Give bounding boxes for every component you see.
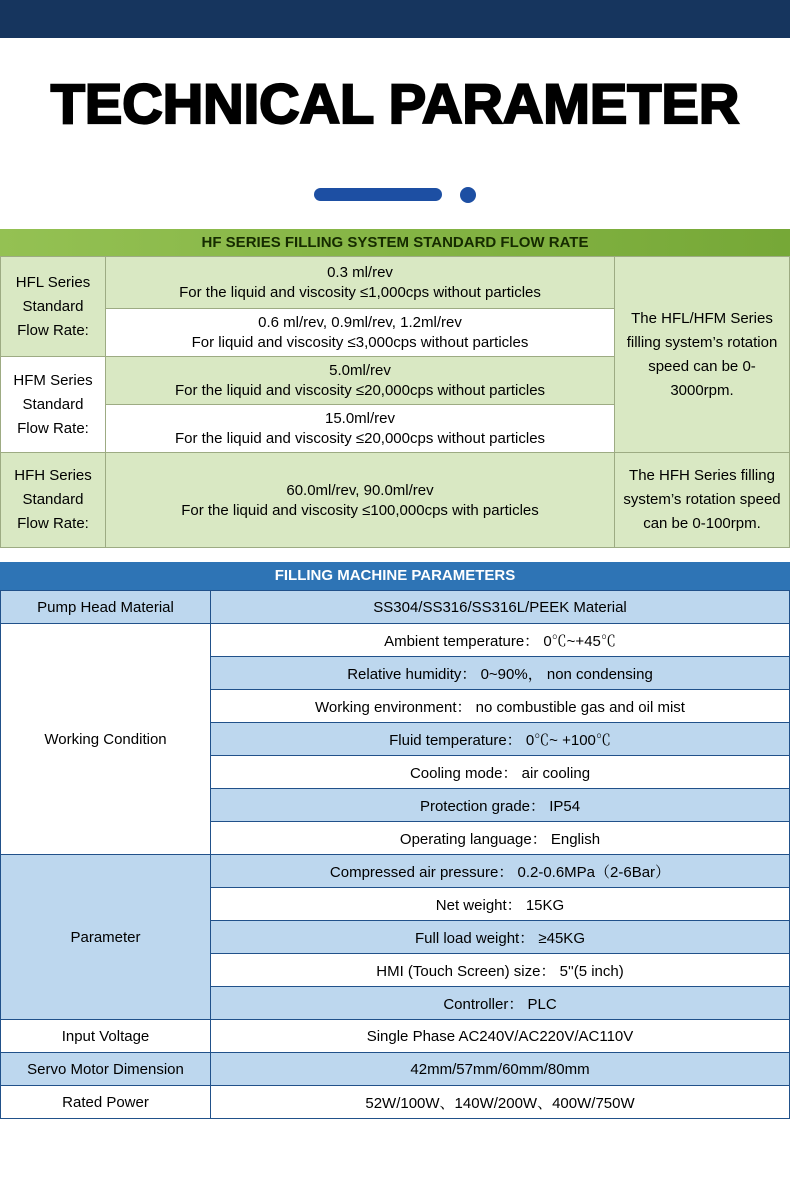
flow-rate-value: 0.3 ml/rev (327, 264, 393, 282)
param-value-full-load-weight: Full load weight： ≥45KG (211, 921, 790, 954)
flow-rate-value: 0.6 ml/rev, 0.9ml/rev, 1.2ml/rev (258, 314, 462, 332)
param-value-pump-head: SS304/SS316/SS316L/PEEK Material (211, 591, 790, 624)
flow-rate-table (0, 256, 790, 548)
param-value-input-voltage: Single Phase AC240V/AC220V/AC110V (211, 1020, 790, 1053)
flow-rate-cell (106, 453, 615, 548)
param-value-rated-power: 52W/100W、140W/200W、400W/750W (211, 1086, 790, 1119)
param-label-input-voltage: Input Voltage (1, 1020, 211, 1053)
top-banner (0, 0, 790, 38)
param-value-compressed-air: Compressed air pressure： 0.2-0.6MPa（2-6Bar） (211, 855, 790, 888)
param-label-pump-head: Pump Head Material (1, 591, 211, 624)
flow-group-label-hfl: HFL Series Standard Flow Rate: (1, 257, 106, 357)
param-value-fluid-temperature: Fluid temperature： 0℃~ +100℃ (211, 723, 790, 756)
decoration-dot (460, 187, 476, 203)
page-title: TECHNICAL PARAMETER (50, 72, 740, 135)
flow-group-label-hfh: HFH Series Standard Flow Rate: (1, 453, 106, 548)
param-value-servo-motor: 42mm/57mm/60mm/80mm (211, 1053, 790, 1086)
table-row (1, 624, 790, 657)
table-row (1, 1020, 790, 1053)
flow-rate-desc: For the liquid and viscosity ≤1,000cps without particles (179, 284, 541, 302)
param-value-working-environment: Working environment： no combustible gas and oil mist (211, 690, 790, 723)
param-value-cooling-mode: Cooling mode： air cooling (211, 756, 790, 789)
flow-rate-value: 5.0ml/rev (329, 362, 391, 380)
param-label-parameter: Parameter (1, 855, 211, 1020)
flow-rate-cell (106, 309, 615, 357)
flow-rate-desc: For liquid and viscosity ≤3,000cps without particles (191, 334, 529, 352)
flow-rate-desc: For the liquid and viscosity ≤20,000cps without particles (174, 382, 546, 400)
param-value-protection-grade: Protection grade： IP54 (211, 789, 790, 822)
flow-rate-value: 60.0ml/rev, 90.0ml/rev (286, 481, 434, 499)
param-value-hmi-size: HMI (Touch Screen) size： 5''(5 inch) (211, 954, 790, 987)
flow-group-label-hfm: HFM Series Standard Flow Rate: (1, 357, 106, 453)
table-row (1, 1086, 790, 1119)
param-label-rated-power: Rated Power (1, 1086, 211, 1119)
flow-rate-value: 15.0ml/rev (324, 410, 396, 428)
param-value-net-weight: Net weight： 15KG (211, 888, 790, 921)
flow-rate-cell (106, 405, 615, 453)
param-label-servo-motor: Servo Motor Dimension (1, 1053, 211, 1086)
flow-rate-desc: For the liquid and viscosity ≤100,000cps with particles (181, 501, 539, 519)
machine-parameters-table (0, 590, 790, 1119)
table-row (1, 257, 790, 309)
table-row (1, 453, 790, 548)
param-value-ambient-temperature: Ambient temperature： 0℃~+45℃ (211, 624, 790, 657)
table-row (1, 1053, 790, 1086)
machine-table-header: FILLING MACHINE PARAMETERS (0, 562, 790, 590)
flow-rate-desc: For the liquid and viscosity ≤20,000cps without particles (174, 430, 546, 448)
flow-table-header: HF SERIES FILLING SYSTEM STANDARD FLOW RATE (0, 229, 790, 256)
flow-rate-cell (106, 357, 615, 405)
param-value-controller: Controller： PLC (211, 987, 790, 1020)
param-value-relative-humidity: Relative humidity： 0~90%， non condensing (211, 657, 790, 690)
param-value-operating-language: Operating language： English (211, 822, 790, 855)
table-row (1, 855, 790, 888)
decoration-bar (314, 188, 442, 201)
table-row (1, 591, 790, 624)
param-label-working-condition: Working Condition (1, 624, 211, 855)
flow-note-hfh: The HFH Series filling system’s rotation speed can be 0-100rpm. (615, 453, 790, 548)
flow-rate-cell (106, 257, 615, 309)
flow-note-hfl-hfm: The HFL/HFM Series filling system’s rotation speed can be 0-3000rpm. (615, 257, 790, 453)
title-decoration (0, 186, 790, 203)
